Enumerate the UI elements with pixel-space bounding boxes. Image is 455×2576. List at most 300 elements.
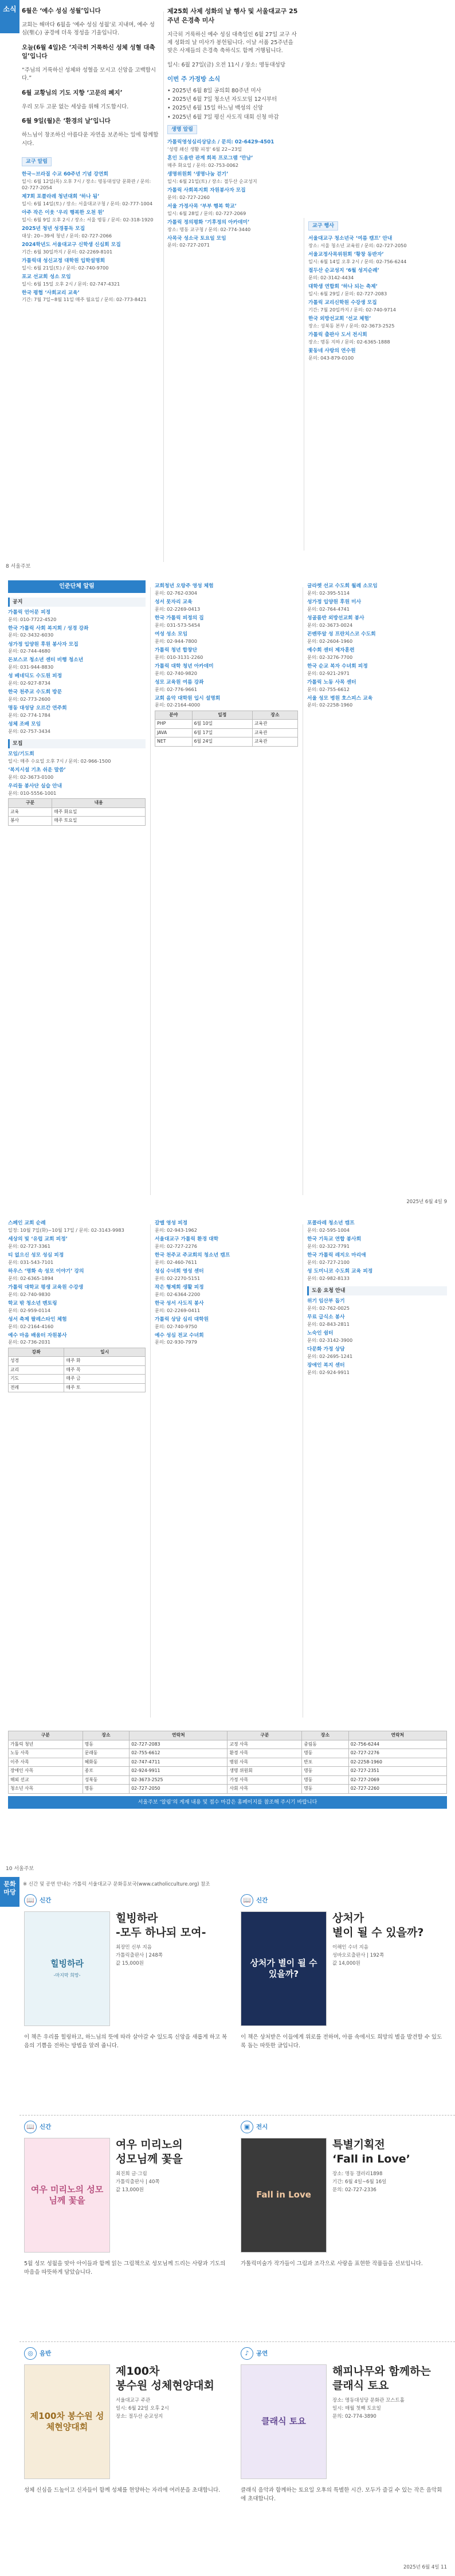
notice-title: 가톨릭 청년 합창단 [155,647,198,653]
table-cell: 교육관 [252,737,297,747]
notice-text: 문의: 02-762-0304 [155,590,197,596]
info-table [8,798,146,826]
table-row [9,1758,447,1767]
notice-title: 포교 선교회 성소 모임 [22,274,71,280]
page-label: 10 서울주보 [6,1866,34,1872]
category-text: 신간 [256,1896,268,1904]
subhead: 도움 요청 안내 [307,1286,447,1295]
notice-title: 노숙인 쉼터 [307,1330,334,1336]
middle-column [155,1217,298,1346]
table-cell: 교정 사목 [227,1740,302,1749]
table-cell: 매주 화 [64,1357,146,1366]
notice-text: 문의: 02-736-2031 [8,1339,50,1345]
table-header: 장소 [302,1731,348,1740]
notice-title: 작은 형제회 생활 피정 [155,1284,204,1290]
notice-title: 다문화 가정 상담 [307,1346,345,1352]
notice-text: 문의: 02-727-3361 [8,1243,50,1249]
table-header: 강좌 [9,1348,64,1357]
cover-image[interactable] [24,2364,110,2479]
tab-line: 문화 [3,1880,16,1888]
notice-title: 한국 외방선교회 ‘선교 체험’ [308,315,371,322]
table-cell: NET [155,737,193,747]
cover-image[interactable] [24,1911,110,2026]
table-header: 연락처 [130,1731,227,1740]
table-cell: 사회 사목 [227,1785,302,1794]
notice-text: 문의: 02-3276-7700 [307,654,353,660]
cover-title: 제100차 봉수원 성체현양대회 [30,2410,104,2432]
table-cell: 02-727-2083 [130,1740,227,1749]
table-cell: 명동 [302,1785,348,1794]
table-row [9,1375,146,1384]
notice-text: 문의: 02-927-8734 [8,680,50,686]
subhead: 모집 [8,739,146,748]
table-cell: 전례 [9,1383,64,1392]
table-header: 장소 [252,711,297,720]
notice-title: 가톨릭 언어문 피정 [8,609,51,615]
notice-text: ‘성령 쇄신 생활 피정’ 6월 22~23일 [167,146,242,152]
notice-title: 2025년 청년 성경통독 모집 [22,225,85,232]
table-cell: 해외 선교 [9,1775,83,1785]
book-title: 힐빙하라 -모두 하나되 모여- [116,1912,206,1939]
lead-2: 오늘(6월 4일)은 ‘지극히 거룩하신 성체 성혈 대축일’입니다 [22,44,155,60]
table-cell: 성경 [9,1357,64,1366]
table-cell: 02-755-6612 [130,1749,227,1758]
notice-text: 문의: 010-7722-4520 [8,616,57,622]
notice-text: 문의: 02-3142-3900 [307,1337,353,1343]
notice-text: 일정: 10월 7일(화)~10월 17일 / 문의: 02-3143-9983 [8,1227,124,1233]
lecture-table [8,1348,146,1393]
notice-title: 서울대교구 가톨릭 환경 대학 [155,1236,219,1242]
table-cell: 교육 [9,807,52,817]
notice-text: 일시: 6월 21일(토) / 장소: 절두산 순교성지 [167,178,257,184]
book-meta: 이해인 수녀 지음 성바오로출판사 | 192쪽 값 14,000원 [332,1945,385,1966]
notice-title: 성심 수녀회 영성 센터 [155,1268,204,1274]
page-8 [0,0,455,573]
notice-title: 한국 천주교 수도회 방문 [8,689,62,696]
book-meta: 최진희 글·그림 가톨릭출판사 | 40쪽 값 13,000원 [116,2171,160,2193]
table-header: 분야 [155,711,193,720]
notice-title: 꽃동네 사랑의 연수원 [308,348,356,354]
notice-title: 교회청년 오랑주 영성 체험 [155,583,214,589]
table-cell: 봉사 [9,817,52,826]
intro-note: ※ 신간 및 공연 안내는 가톨릭 서울대교구 문화홍보국(www.catholicculture.org) 참조 [23,1882,210,1887]
notice-title: 예수 성심 전교 수녀회 [155,1332,204,1338]
table-cell: 교육관 [252,728,297,737]
category-label [241,1894,268,1907]
bottom-section [8,1729,447,1809]
table-cell: 교리 [9,1365,64,1375]
lead-1: 6월은 ‘예수 성심 성월’입니다 [22,7,101,14]
notice-title: 글라렛 선교 수도회 월례 소모임 [307,583,378,589]
notice-text: 문의: 02-774-1784 [8,712,50,719]
notice-title: 대학생 연합회 ‘하나 되는 축제’ [308,283,378,290]
middle-column [155,580,298,748]
notice-text: 매주 화요일 / 문의: 02-753-0062 [167,162,239,168]
table-cell: PHP [155,720,193,729]
frame-icon: ▣ [241,2121,253,2133]
book-title: 상처가 별이 될 수 있을까? [332,1912,424,1939]
notice-text: 문의: 031-573-5454 [155,622,201,628]
notice-title: 명동 대성당 오르간 연주회 [8,705,67,712]
mid-heading: 제25회 사제 성화의 날 행사 및 서울대교구 25주년 은경축 미사 [167,7,298,24]
table-header: 내용 [52,799,146,808]
table-row [9,817,146,826]
table-cell: 02-727-2050 [130,1785,227,1794]
notice-text: 문의: 02-2164-4160 [8,1323,54,1329]
notice-text: 기간: 7월 20일까지 / 문의: 02-740-9714 [308,306,396,313]
notice-text: 문의: 02-740-9830 [8,1291,50,1297]
notice-title: 성모 교육원 여름 강좌 [155,679,204,685]
notice-text: 문의: 02-727-2260 [167,194,210,200]
table-cell: 반포 [302,1758,348,1767]
notice-text: 문의: 02-2258-1960 [307,702,353,708]
body-1: 교회는 해마다 6월을 ‘예수 성심 성월’로 지내며, 예수 성심(聖心) 공경에 더욱 정성을 기울입니다. [22,22,155,37]
divider [19,2115,455,2116]
notice-title: 성체 조배 모임 [8,721,41,728]
divider [150,1224,151,1718]
notice-text: 일시: 6월 9일 오후 2시 / 장소: 서울 명동 / 문의: 02-318-1920 [22,216,154,223]
left-column [8,580,146,828]
notice-text: 대상: 20~39세 청년 / 문의: 02-727-2066 [22,232,112,239]
notice-text: 문의: 02-460-7611 [155,1259,197,1265]
notice-title: 장애인 복지 센터 [307,1362,345,1368]
category-text: 공연 [256,2349,268,2357]
culture-card[interactable] [241,2347,447,2559]
table-cell: 매주 화요일 [52,807,146,817]
cover-title: Fall in Love [256,2189,311,2200]
notice-text: 문의: 02-3673-0024 [307,622,353,628]
table-cell: 6월 10일 [192,720,252,729]
notice-text: 문의: 02-757-3434 [8,728,50,735]
notice-title: 가톨릭 노동 사목 센터 [307,679,356,685]
notice-text: 문의: 02-727-2276 [155,1243,197,1249]
notice-title: 한국 평협 ‘사회교리 교육’ [22,290,80,296]
notice-title: 절두산 순교성지 ‘6월 성지순례’ [308,268,379,274]
body-2: “주님의 거룩하신 성체와 성혈을 모시고 신앙을 고백합시다.” [22,67,156,82]
notice-text: 일시: 6월 12일(목) 오후 7시 / 장소: 명동대성당 문화관 / 문의: 02-727-2054 [22,178,151,190]
notice-text: 문의: 031-944-8830 [8,664,54,670]
notice-title: 성골롬반 외방선교회 봉사 [307,615,364,621]
book-title: 제100차 봉수원 성체현양대회 [116,2365,214,2392]
notice-text: 문의: 02-762-0025 [307,1305,350,1311]
book-description: 성체 신심을 드높이고 신자들이 함께 성체를 현양하는 자리에 여러분을 초대합니다. [24,2487,221,2493]
notice-text: 문의: 02-2270-5151 [155,1275,201,1281]
notice-title: 서울 가정사목 ‘부부 행복 학교’ [167,203,237,209]
notice-title: 예수 마음 배움터 자원봉사 [8,1332,67,1338]
category-text: 음반 [40,2349,52,2357]
book-meta: 서울대교구 주관 일시: 6월 22일 오후 2시 장소: 절두산 순교성지 [116,2398,169,2419]
notice-text: 문의: 02-959-0114 [8,1307,50,1313]
table-row [9,1357,146,1366]
cover-title: 힐빙하라 [50,1958,84,1969]
notice-text: 기간: 6월 30일까지 / 문의: 02-2269-8101 [22,248,113,255]
table-row [9,1383,146,1392]
divider [163,11,164,562]
table-header: 구분 [9,799,52,808]
body-3: 우리 모두 고문 없는 세상을 위해 기도합시다. [22,103,129,110]
notice-title: 가톨릭 상담 심리 대학원 [155,1316,209,1322]
table-cell: 6월 17일 [192,728,252,737]
table-cell: 02-756-6244 [348,1740,446,1749]
table-cell: 환경 사목 [227,1749,302,1758]
table-cell: 명동 [302,1767,348,1776]
notice-title: 가톨릭 대학 청년 아카데미 [155,663,214,669]
notice-text: 장소: 성북동 본부 / 문의: 02-3673-2525 [308,322,395,329]
notice-text: 일시: 6월 14일 오후 2시 / 문의: 02-756-6244 [308,258,407,264]
notice-text: 문의: 02-755-6612 [307,686,350,692]
culture-card[interactable] [24,1894,230,2106]
notice-text: 문의: 02-727-2071 [167,242,210,248]
notice-text: 장소: 명동 지하 / 문의: 02-6365-1888 [308,338,390,345]
book-title: 해피나무와 함께하는 클래식 토요 [332,2365,431,2392]
notice-title: 티 없으신 성모 성심 피정 [8,1252,64,1258]
body-4: 하느님이 창조하신 아름다운 자연을 보존하는 일에 함께합시다. [22,132,159,147]
notice-text: 문의: 02-2604-1960 [307,638,353,644]
notice-title: 한국 성서 사도직 봉사 [155,1300,204,1306]
table-cell: 청소년 사목 [9,1785,83,1794]
table-cell: JAVA [155,728,193,737]
notice-title: 가톨릭 출판사 도서 전시회 [308,331,367,338]
category-label [24,2121,51,2133]
culture-card[interactable] [24,2121,230,2333]
page-footer: 2025년 6월 4일 11 [403,2565,447,2570]
list-item: • 2025년 6월 7일 청소년 자도모임 12시부터 [167,96,277,103]
table-cell: 매주 목 [64,1365,146,1375]
table-header: 일시 [64,1348,146,1357]
mid-list [167,87,299,122]
table-cell: 02-727-2351 [348,1767,446,1776]
notice-text: 문의: 031-543-7101 [8,1259,54,1265]
book-description: 5월 성모 성월을 맞아 아이들과 함께 읽는 그림책으로 성모님께 드리는 사랑과 기도의 마음을 따뜻하게 담았습니다. [24,2261,226,2276]
book-title: 여우 미리노의 성모님께 꽃을 [116,2138,183,2165]
notice-title: 성 베네딕도 수도원 피정 [8,673,62,680]
table-cell: 중림동 [302,1740,348,1749]
section-tab [0,1877,19,1907]
table-cell: 노동 사목 [9,1749,83,1758]
right-column [307,1217,447,1376]
notice-text: 일시: 매주 수요일 오후 7시 / 문의: 02-966-1500 [8,758,111,764]
cover-image[interactable] [241,1911,327,2026]
notice-title: 가톨릭 정의평화 ‘기후정의 아카데미’ [167,219,250,225]
table-cell: 명동 [83,1740,129,1749]
notice-text: 문의: 02-943-1962 [155,1227,197,1233]
notice-title: 혼인 도움반 관계 회복 프로그램 ‘만남’ [167,155,253,161]
notice-text: 문의: 02-3673-0100 [8,774,54,780]
notice-title: 성 도미니코 수도회 교육 피정 [307,1268,373,1274]
right-column [307,580,447,709]
notice-text: 문의: 010-5556-1001 [8,790,57,797]
notice-text: 문의: 02-982-8133 [307,1275,350,1281]
notice-title: 서울 성모 병원 호스피스 교육 [307,695,373,701]
table-cell: 02-727-2276 [348,1749,446,1758]
section-title: 인준단체 알림 [8,580,146,593]
list-item: • 2025년 6월 15일 하느님 백성의 신앙 [167,105,263,112]
page-9 [0,576,455,1211]
notice-title: 교회 음악 대학원 입시 설명회 [155,695,221,701]
notice-title: 가톨릭대 성신교정 대학원 입학설명회 [22,257,105,264]
table-cell: 명동 [83,1785,129,1794]
notice-text: 문의: 02-727-2100 [307,1259,350,1265]
table-row [9,1365,146,1375]
table-row [9,1767,447,1776]
table-row [155,728,298,737]
notice-title: 한국~브라질 수교 60주년 기념 강연회 [22,171,108,177]
table-cell: 생명 위원회 [227,1767,302,1776]
notice-title: 생명위원회 ‘생명나눔 걷기’ [167,171,229,177]
table-cell: 02-747-4711 [130,1758,227,1767]
notice-title: 꼰벤뚜알 성 프란치스코 수도회 [307,631,376,637]
notice-text: 기간: 7월 7일~8월 11일 매주 월요일 / 문의: 02-773-8421 [22,296,147,303]
notice-text: 일시: 6월 28일 / 문의: 02-727-2069 [167,210,246,216]
notice-text: 일시: 6월 15일 오후 2시 / 문의: 02-747-4321 [22,280,120,287]
category-label [241,2121,268,2133]
table-row [9,1740,447,1749]
notice-title: 한국 천주교 주교회의 청소년 캠프 [155,1252,230,1258]
notice-text: 문의: 02-6364-2200 [155,1291,201,1297]
lead-3: 6월 교황님의 기도 지향 ‘고문의 폐지’ [22,89,123,96]
notice-title: 성서 못자리 교육 [155,599,193,605]
notice-text: 문의: 02-944-7800 [155,638,197,644]
notice-title: 성가정 입양원 후원 미사 [307,599,362,605]
category-label [24,1894,51,1907]
table-cell: 성북동 [83,1775,129,1785]
notice-text: 일시: 6월 14일(토) / 장소: 서울대교구청 / 문의: 02-777-1004 [22,200,153,206]
table-cell: 문래동 [83,1749,129,1758]
lead-4: 6월 9일(월)은 ‘환경의 날’입니다 [22,118,111,125]
disc-icon: ◎ [24,2347,37,2360]
table-cell: 매주 토요일 [52,817,146,826]
category-text: 신간 [40,2123,52,2130]
page-10 [0,1213,455,1875]
page-label: 8 서울주보 [6,564,31,569]
notice-title: 가톨릭 사회복지회 자원봉사자 모집 [167,187,246,193]
notice-text: 문의: 02-2269-0413 [155,606,201,612]
notice-title: 스페인 교회 순례 [8,1220,46,1226]
culture-card[interactable] [24,2347,230,2559]
notice-text: 문의: 02-3142-4434 [308,274,354,280]
table-row [9,1749,447,1758]
divider [19,2341,455,2342]
culture-card[interactable] [241,1894,447,2106]
notice-text: 문의: 02-6365-1894 [8,1275,54,1281]
notice-title: 위기 임산부 돕기 [307,1298,345,1304]
notice-title: 포콜라레 청소년 캠프 [307,1220,355,1226]
cover-title: 클래식 토요 [261,2416,306,2427]
right-column [308,218,446,361]
notice-title: 학교 밖 청소년 멘토링 [8,1300,57,1306]
book-description: 이 책은 상처받은 이들에게 위로를 전하며, 아픔 속에서도 희망의 별을 발견할 수 있도록 돕는 따뜻한 글입니다. [241,2034,442,2050]
category-text: 신간 [40,1896,52,1904]
notice-text: 문의: 010-3131-2260 [155,654,203,660]
notice-text: 문의: 02-930-7979 [155,1339,197,1345]
cover-image[interactable] [241,2138,327,2253]
notice-title: 2024학년도 서울대교구 신학생 신심회 모집 [22,241,121,248]
table-cell: 명동 [302,1775,348,1785]
notice-title: 한국 가톨릭 사회 복지회 / 성경 강좌 [8,625,89,631]
table-cell: 이주 사목 [9,1758,83,1767]
table-cell: 기도 [9,1375,64,1384]
table-cell: 병원 사목 [227,1758,302,1767]
cover-image[interactable] [24,2138,110,2253]
table-cell: 혜화동 [83,1758,129,1767]
notice-text: 문의: 02-740-9820 [155,670,197,676]
book-icon: 📖 [24,2121,37,2133]
category-text: 전시 [256,2123,268,2130]
notice-title: 한국 기독교 연합 봉사회 [307,1236,362,1242]
notice-text: 문의: 02-744-4680 [8,648,50,654]
tab-line: 마당 [3,1888,16,1896]
table-cell: 가정 사목 [227,1775,302,1785]
book-icon: 📖 [24,1894,37,1907]
table-cell: 교육관 [252,720,297,729]
book-title: 특별기획전 ‘Fall in Love’ [332,2138,410,2165]
notice-text: 문의: 02-2164-4000 [155,702,201,708]
list-item: • 2025년 6월 7일 평신 사도직 대회 신청 마감 [167,114,279,120]
notice-title: 세상의 빛 ‘유럽 교회 피정’ [8,1236,68,1242]
book-description: 가톨릭미술가 작가들이 그림과 조각으로 사랑을 표현한 작품들을 선보입니다. [241,2261,423,2267]
notice-text: 문의: 02-395-5114 [307,590,350,596]
notice-title: 아주 작은 이웃 ‘우리 행복한 오천 원’ [22,209,105,216]
notice-text: 문의: 02-843-2811 [307,1321,350,1327]
table-row [9,1775,447,1785]
contact-table [8,1731,447,1794]
notice-text: 일시: 6월 29일 / 문의: 02-727-2083 [308,290,387,296]
notice-title: 모임/기도회 [8,751,34,758]
page-footer: 2025년 6월 4일 9 [406,1199,447,1205]
notice-title: 서울교정사목위원회 ‘황창 동반자’ [308,252,384,258]
table-header: 연락처 [348,1731,446,1740]
table-cell: 02-924-9911 [130,1767,227,1776]
table-header: 구분 [9,1731,83,1740]
book-description: 이 책은 우리를 힐링하고, 하느님의 뜻에 따라 살아갈 수 있도록 신앙을 새롭게 하고 복음의 기쁨을 전하는 방법을 알려 줍니다. [24,2034,227,2050]
table-cell: 02-727-2069 [348,1775,446,1785]
book-meta: 장소: 명동 갤러리1898 기간: 6월 4일~6월 16일 문의: 02-727-2336 [332,2171,387,2193]
notice-title: 제7회 포콜라레 청년대회 ‘하나 됨’ [22,193,100,200]
notice-title: 한국 순교 복자 수녀회 피정 [307,663,368,669]
subhead: 공지 [8,598,146,607]
music-icon: ♪ [241,2347,253,2360]
culture-card[interactable] [241,2121,447,2333]
table-row [9,1785,447,1794]
schedule-table [155,711,298,747]
book-meta: 최장민 신부 지음 가톨릭출판사 | 248쪽 값 15,000원 [116,1945,163,1966]
table-row [155,737,298,747]
notice-title: 갈멜 영성 피정 [155,1220,188,1226]
mid-text: 지극히 거룩하신 예수 성심 대축일인 6월 27일 교구 사제 성화의 날 미사가 봉헌됩니다. 이날 서품 25주년을 맞은 사제들의 은경축 축하식도 함께 거행됩니다. [167,31,297,54]
table-cell: 매주 토 [64,1383,146,1392]
notice-text: 문의: 02-764-4741 [307,606,350,612]
notice-title: 성서 축제 팔레스타인 체험 [8,1316,67,1322]
mid-list-head: 이번 주 가정방 소식 [167,75,221,83]
divider [150,587,151,1195]
table-cell: 02-2258-1960 [348,1758,446,1767]
notice-title: 가톨릭 교리신학원 수강생 모집 [308,299,377,306]
notice-text: 문의: 02-773-2600 [8,696,50,702]
table-cell: 가톨릭 청년 [9,1740,83,1749]
list-item: • 2025년 6월 8일 공의회 80주년 미사 [167,88,261,95]
cover-title: 여우 미리노의 성모님께 꽃을 [30,2184,104,2206]
table-cell: 02-727-2260 [348,1785,446,1794]
bottom-bar: 서울주보 ‘알림’의 게재 내용 및 접수 마감은 홈페이지를 참조해 주시기 바랍니다 [8,1796,447,1809]
right-tag: 교구 행사 [308,221,338,231]
notice-text: 장소: 명동 교구청 / 문의: 02-774-3440 [167,226,251,232]
mid-info: 일시: 6월 27일(금) 오전 11시 / 장소: 명동대성당 [167,61,286,68]
book-description: 클래식 음악과 함께하는 토요일 오후의 특별한 시간. 모두가 즐길 수 있는 작은 음악회에 초대합니다. [241,2487,442,2503]
cover-image[interactable] [241,2364,327,2479]
section-tab: 소식 [0,0,19,33]
notice-text: 장소: 서울 청소년 교육원 / 문의: 02-727-2050 [308,243,407,249]
mid-tag: 생명 알림 [167,125,197,134]
